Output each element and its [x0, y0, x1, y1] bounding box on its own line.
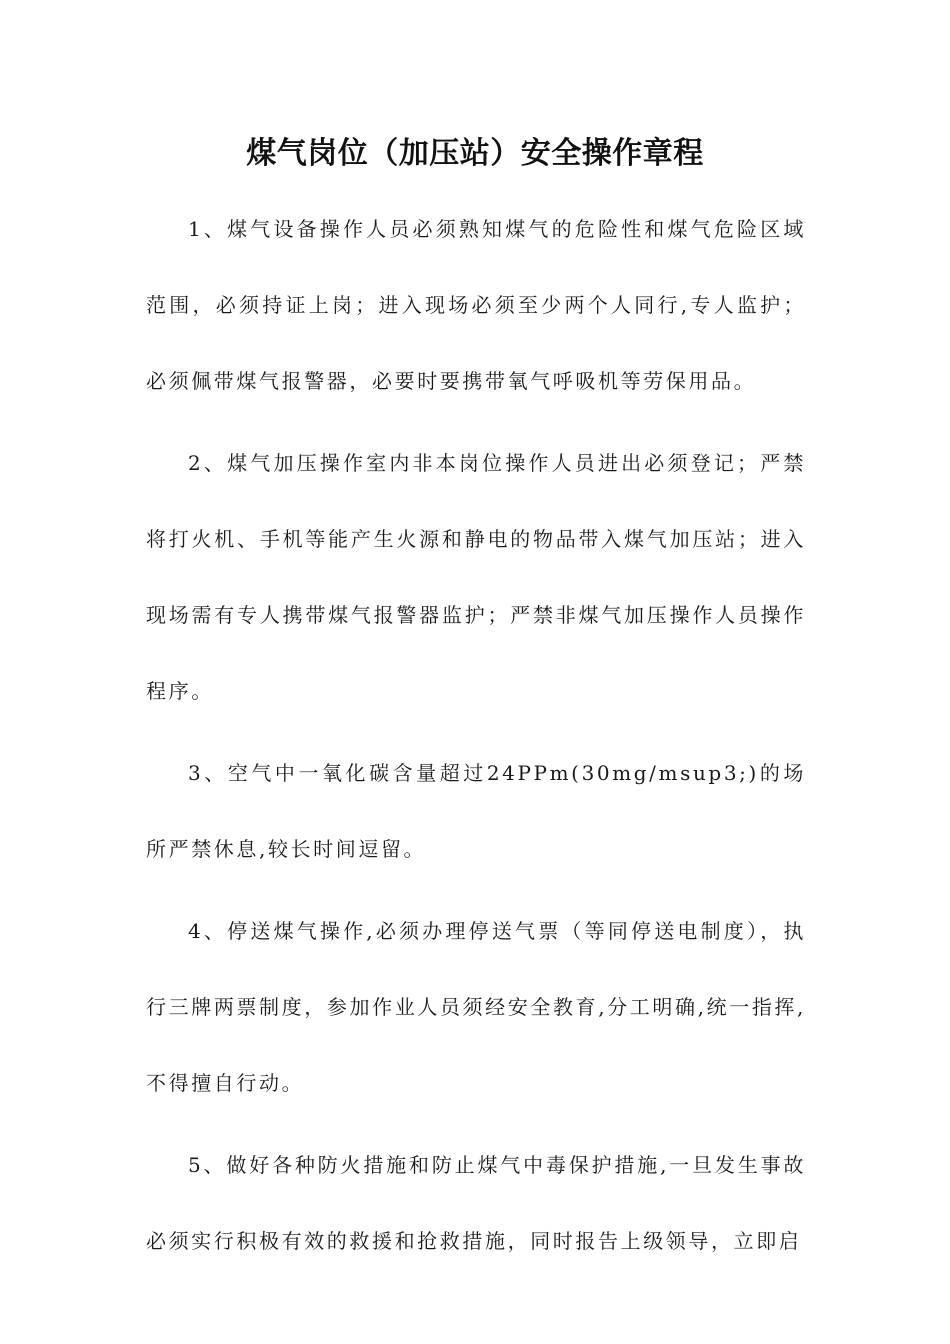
paragraph-5: 5、做好各种防火措施和防止煤气中毒保护措施,一旦发生事故必须实行积极有效的救援和抢救措施，同时报告上级领导，立即启 — [146, 1153, 806, 1253]
paragraph-2: 2、煤气加压操作室内非本岗位操作人员进出必须登记；严禁将打火机、手机等能产生火源和静电的物品带入煤气加压站；进入现场需有专人携带煤气报警器监护；严禁非煤气加压操作人员操作程序。 — [146, 451, 806, 703]
document-body — [146, 191, 806, 1285]
paragraph-3: 3、空气中一氧化碳含量超过24PPm(30mg/msup3;)的场所严禁休息,较长时间逗留。 — [146, 761, 806, 861]
paragraph-1: 1、煤气设备操作人员必须熟知煤气的危险性和煤气危险区域范围，必须持证上岗；进入现场必须至少两个人同行,专人监护；必须佩带煤气报警器，必要时要携带氧气呼吸机等劳保用品。 — [146, 217, 806, 393]
paragraph-4: 4、停送煤气操作,必须办理停送气票（等同停送电制度），执行三牌两票制度，参加作业人员须经安全教育,分工明确,统一指挥,不得擅自行动。 — [146, 919, 806, 1095]
document-title: 煤气岗位（加压站）安全操作章程 — [246, 136, 704, 171]
